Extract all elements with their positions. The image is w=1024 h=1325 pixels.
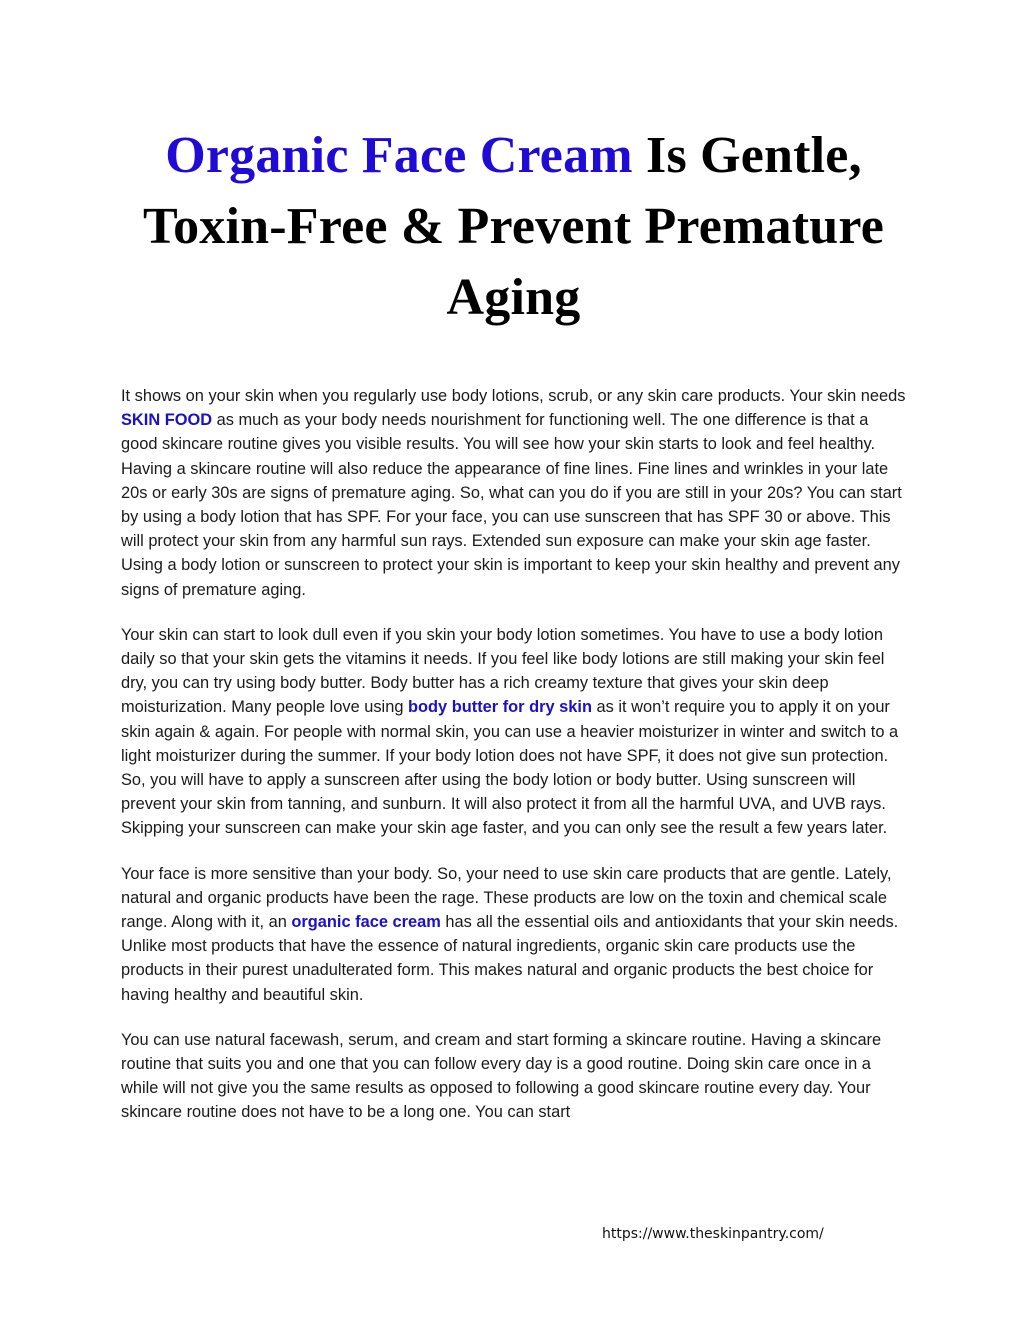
- body-butter-link[interactable]: body butter for dry skin: [408, 698, 592, 717]
- footer-url: https://www.theskinpantry.com/: [602, 1226, 824, 1242]
- paragraph-1-text-before: It shows on your skin when you regularly use body lotions, scrub, or any skin care products. Your skin needs: [121, 387, 906, 405]
- paragraph-2-text-after: as it won’t require you to apply it on your skin again & again. For people with normal skin, you can use a heavier moisturizer in winter and switch to a light moisturizer during the summer. If your body lotion does not have SPF, it does not give sun protection. So, you will have to apply a sunscreen after using the body lotion or body butter. Using sunscreen will prevent your skin from tanning, and sunburn. It will also protect it from all the harmful UVA, and UVB rays. Skipping your sunscreen can make your skin age faster, and you can only see the result a few years later.: [121, 698, 899, 838]
- organic-face-cream-link[interactable]: organic face cream: [291, 913, 441, 932]
- paragraph-3: [121, 862, 906, 1007]
- title-rest: Is Gentle, Toxin-Free & Prevent Premature Aging: [142, 127, 885, 326]
- paragraph-1: [121, 384, 906, 602]
- paragraph-2-text-before: Your skin can start to look dull even if you skin your body lotion sometimes. You have to use a body lotion daily so that your skin gets the vitamins it needs. If you feel like body lotions are still making your skin feel dry, you can try using body butter. Body butter has a rich creamy texture that gives your skin deep moisturization. Many people love using: [121, 625, 885, 717]
- paragraph-3-text-after: has all the essential oils and antioxidants that your skin needs. Unlike most products that have the essence of natural ingredients, organic skin care products use the products in their purest unadulterated form. This makes natural and organic products the best choice for having healthy and beautiful skin.: [121, 913, 899, 1004]
- paragraph-3-text-before: Your face is more sensitive than your body. So, your need to use skin care products that are gentle. Lately, natural and organic products have been the rage. These products are low on the toxin and chemical scale range. Along with it, an: [121, 864, 892, 932]
- paragraph-2: [121, 623, 906, 841]
- paragraph-1-text-after: as much as your body needs nourishment for functioning well. The one difference is that a good skincare routine gives you visible results. You will see how your skin starts to look and feel healthy. Having a skincare routine will also reduce the appearance of fine lines. Fine lines and wrinkles in your late 20s or early 30s are signs of premature aging. So, what can you do if you are still in your 20s? You can start by using a body lotion that has SPF. For your face, you can use sunscreen that has SPF 30 or above. This will protect your skin from any harmful sun rays. Extended sun exposure can make your skin age faster. Using a body lotion or sunscreen to protect your skin is important to keep your skin healthy and prevent any signs of premature aging.: [121, 411, 902, 599]
- article-body: [121, 384, 906, 1125]
- paragraph-4: [121, 1028, 906, 1125]
- skin-food-link[interactable]: SKIN FOOD: [121, 411, 213, 430]
- paragraph-4-text: You can use natural facewash, serum, and cream and start forming a skincare routine. Having a skincare routine that suits you and one that you can follow every day is a good routine. Doing skin care once in a while will not give you the same results as opposed to following a good skincare routine every day. Your skincare routine does not have to be a long one. You can start: [121, 1030, 882, 1122]
- title-accent: Organic Face Cream: [165, 127, 633, 184]
- page-title: [121, 0, 906, 333]
